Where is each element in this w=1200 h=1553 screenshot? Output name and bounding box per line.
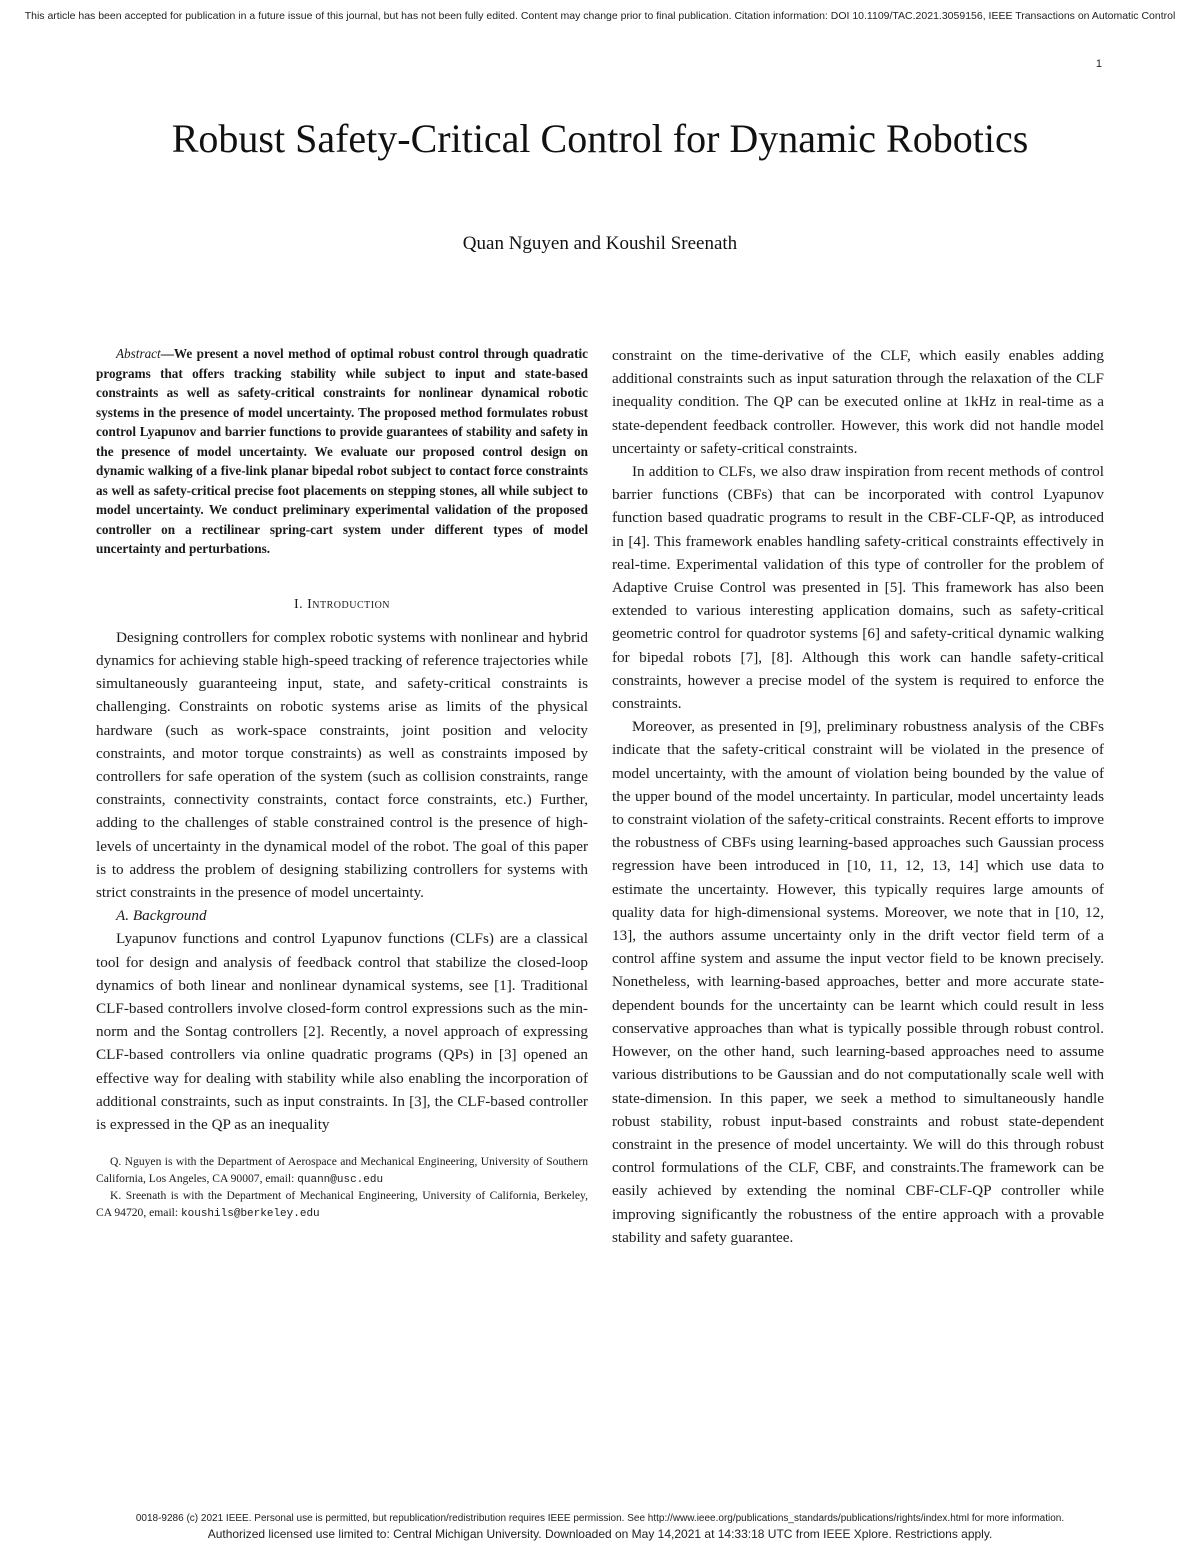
intro-paragraph: Designing controllers for complex robotic systems with nonlinear and hybrid dynamics for achieving stable high-speed tracking of reference trajectories while simultaneously guaranteeing input, state, and safety-critical constraints is challenging. Constraints on robotic systems arise as limits of the physical hardware (such as work-space constraints, joint position and velocity constraints, and motor torque constraints) as well as constraints imposed by controllers for safe operation of the system (such as collision constraints, range constraints, connectivity constraints, contact force constraints, etc.) Further, adding to the challenges of stable constrained control is the presence of high-levels of uncertainty in the dynamical model of the robot. The goal of this paper is to address the problem of designing stabilizing controllers for systems with strict constraints in the presence of model uncertainty.: [96, 628, 588, 901]
paper-authors: Quan Nguyen and Koushil Sreenath: [462, 233, 738, 254]
email-nguyen[interactable]: quann@usc.edu: [297, 1173, 384, 1186]
right-paragraph-3: Moreover, as presented in [9], preliminary robustness analysis of the CBFs indicate that the safety-critical constraint will be violated in the presence of model uncertainty, with the amount of violation being bounded by the value of the upper bound of the model uncertainty. In particular, model uncertainty leads to constraint violation of the safety-critical constraints. Recent efforts to improve the robustness of CBFs using learning-based approaches such Gaussian process regression have been introduced in [10, 11, 12, 13, 14] which use data to estimate the uncertainty. However, this typically requires large amounts of quality data for high-dimensional systems. Moreover, we note that in [10, 12, 13], the authors assume uncertainty only in the drift vector field term of a control affine system and assume the input vector field to be known precisely. Nonetheless, with learning-based approaches, better and more accurate state-dependent bounds for the uncertainty can be learnt which could result in less conservative approaches than what is typically possible through robust control. However, on the other hand, such learning-based approaches need to assume various distributions to be Gaussian and do not computationally scale well with state-dimension. In this paper, we seek a method to simultaneously handle robust stability, robust input-based constraints and robust state-dependent constraint in the presence of model uncertainty. We will do this through robust control formulations of the CLF, CBF, and constraints.The framework can be easily achieved by extending the nominal CBF-CLF-QP controller while improving significantly the robustness of the entire approach with a provable stability and safety guarantee.: [612, 718, 1104, 1246]
background-paragraph: Lyapunov functions and control Lyapunov functions (CLFs) are a classical tool for design and analysis of feedback control that stabilize the closed-loop dynamics of both linear and nonlinear dynamical systems, see [1]. Traditional CLF-based controllers involve closed-form control expressions such as the min-norm and the Sontag controllers [2]. Recently, a novel approach of expressing CLF-based controllers via online quadratic programs (QPs) in [3] opened an effective way for dealing with stability while also enabling the incorporation of additional constraints, such as input constraints. In [3], the CLF-based controller is expressed in the QP as an inequality: [96, 930, 588, 1133]
right-paragraph-1: constraint on the time-derivative of the CLF, which easily enables adding additional constraints such as input saturation through the relaxation of the CLF inequality condition. The QP can be executed online at 1kHz in real-time as a state-dependent feedback controller. However, this work did not handle model uncertainty or safety-critical constraints.: [612, 347, 1104, 457]
email-sreenath[interactable]: koushils@berkeley.edu: [181, 1207, 320, 1220]
abstract-lead: Abstract: [116, 346, 161, 361]
footnote-sreenath-text: K. Sreenath is with the Department of Mechanical Engineering, University of California, Berkeley, CA 94720, email:: [96, 1189, 588, 1219]
page-number: 1: [1095, 58, 1102, 70]
authorized-use-notice: Authorized licensed use limited to: Central Michigan University. Downloaded on May 14,2021 at 14:33:18 UTC from IEEE Xplore. Restrictions apply.: [207, 1527, 993, 1541]
publication-banner: This article has been accepted for publication in a future issue of this journal, but has not been fully edited. Content may change prior to final publication. Citation information: DOI 10.1109/TAC.2021.3059156, IEEE Transactions on Automatic Control: [24, 10, 1176, 22]
author-footnotes: [96, 1154, 588, 1222]
copyright-notice: 0018-9286 (c) 2021 IEEE. Personal use is permitted, but republication/redistribution requires IEEE permission. See http://www.ieee.org/publications_standards/publications/rights/index.html for more information.: [135, 1513, 1065, 1524]
footnote-nguyen-text: Q. Nguyen is with the Department of Aerospace and Mechanical Engineering, University of Southern California, Los Angeles, CA 90007, email:: [96, 1155, 588, 1185]
paper-title: Robust Safety-Critical Control for Dynamic Robotics: [171, 116, 1029, 161]
abstract: [96, 344, 588, 559]
page-footer: [20, 1512, 1180, 1542]
footnote-nguyen: [96, 1154, 588, 1188]
subsection-heading-background: A. Background: [116, 907, 207, 925]
right-paragraph-2: In addition to CLFs, we also draw inspiration from recent methods of control barrier functions (CBFs) that can be incorporated with control Lyapunov function based quadratic programs to result in the CBF-CLF-QP, as introduced in [4]. This framework enables handling safety-critical constraints effectively in real-time. Experimental validation of this type of controller for the problem of Adaptive Cruise Control was presented in [5]. This framework has also been extended to various interesting application domains, such as safety-critical geometric control for quadrotor systems [6] and safety-critical dynamic walking for bipedal robots [7], [8]. Although this work can handle safety-critical constraints, however a precise model of the system is required to enforce the constraints.: [612, 463, 1104, 713]
right-column: [612, 344, 1104, 1249]
footnote-sreenath: [96, 1188, 588, 1222]
section-heading-introduction: I. Introduction: [293, 596, 391, 612]
left-column: [96, 344, 588, 1222]
abstract-text: —We present a novel method of optimal robust control through quadratic programs that offers tracking stability while subject to input and state-based constraints as well as safety-critical constraints for nonlinear dynamical robotic systems in the presence of model uncertainty. The proposed method formulates robust control Lyapunov and barrier functions to provide guarantees of stability and safety in the presence of model uncertainty. We evaluate our proposed control design on dynamic walking of a five-link planar bipedal robot subject to contact force constraints as well as safety-critical precise foot placements on stepping stones, all while subject to model uncertainty. We conduct preliminary experimental validation of the proposed controller on a rectilinear spring-cart system under different types of model uncertainty and perturbations.: [96, 346, 588, 556]
